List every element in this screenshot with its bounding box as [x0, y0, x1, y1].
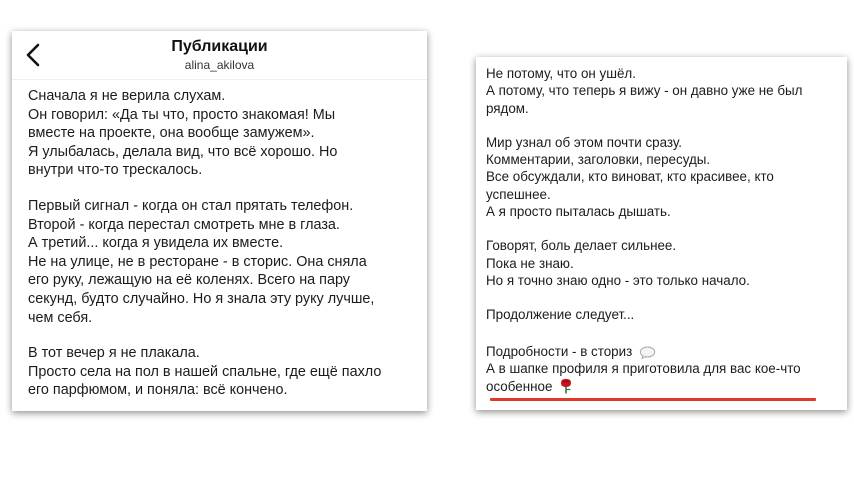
paragraph [28, 197, 420, 327]
paragraph [486, 306, 838, 323]
text-line: Сначала я не верила слухам. [28, 88, 226, 104]
text-line: Я улыбалась, делала вид, что всё хорошо. Но [28, 143, 338, 160]
text-line: Говорят, боль делает сильнее. [486, 238, 677, 254]
text-line: А третий... когда я увидела их вместе. [28, 235, 284, 252]
text-line: Комментарии, заголовки, пересуды. [486, 152, 711, 168]
special-line: особенное [486, 378, 553, 394]
stories-line: Подробности - в сториз [486, 344, 633, 359]
paragraph [486, 134, 838, 220]
header [12, 31, 427, 80]
text-line: успешнее. [486, 186, 551, 202]
post-final-text [486, 343, 838, 395]
text-line: Не на улице, не в ресторане - в сторис. Она сняла [28, 253, 367, 270]
username[interactable]: alina_akilova [184, 58, 255, 72]
text-line: чем себя. [28, 309, 93, 326]
page-title: Публикации [171, 38, 268, 55]
text-line: Продолжение следует... [486, 307, 635, 323]
text-line: А я просто пыталась дышать. [486, 204, 671, 220]
paragraph [28, 87, 420, 180]
paragraph [486, 237, 838, 289]
paragraph [28, 344, 420, 400]
text-line: Все обсуждали, кто виноват, кто красивее, кто [486, 169, 774, 185]
rose-icon [559, 378, 573, 394]
highlight-underline [490, 398, 816, 401]
text-line: его руку, лежащую на её коленях. Всего на пару [28, 272, 350, 289]
text-line: Не потому, что он ушёл. [486, 66, 636, 81]
text-line: Мир узнал об этом почти сразу. [486, 134, 682, 150]
text-line: А потому, что теперь я вижу - он давно уже не был [486, 83, 803, 99]
text-line: Но я точно знаю одно - это только начало. [486, 272, 750, 288]
text-line: внутри что-то трескалось. [28, 162, 203, 179]
post-text [28, 87, 420, 417]
text-line: Просто села на пол в нашей спальне, где ещё пахло [28, 363, 382, 380]
post-card-right [476, 57, 847, 410]
text-line: его парфюмом, и поняла: всё кончено. [28, 382, 288, 399]
text-line: вместе на проекте, она вообще замужем». [28, 125, 315, 142]
text-line: секунд, будто случайно. Но я знала эту руку лучше, [28, 290, 375, 307]
text-line: Он говорил: «Да ты что, просто знакомая! Мы [28, 106, 336, 123]
post-card-left [12, 31, 427, 411]
text-line: рядом. [486, 100, 529, 116]
text-line: Пока не знаю. [486, 255, 574, 271]
profile-line: А в шапке профиля я приготовила для вас кое-что [486, 361, 801, 377]
text-line: В тот вечер я не плакала. [28, 345, 200, 362]
text-line: Второй - когда перестал смотреть мне в глаза. [28, 216, 340, 233]
post-text [486, 65, 838, 341]
text-line: Первый сигнал - когда он стал прятать телефон. [28, 197, 354, 214]
speech-bubble-icon [639, 346, 656, 359]
paragraph [486, 65, 838, 117]
